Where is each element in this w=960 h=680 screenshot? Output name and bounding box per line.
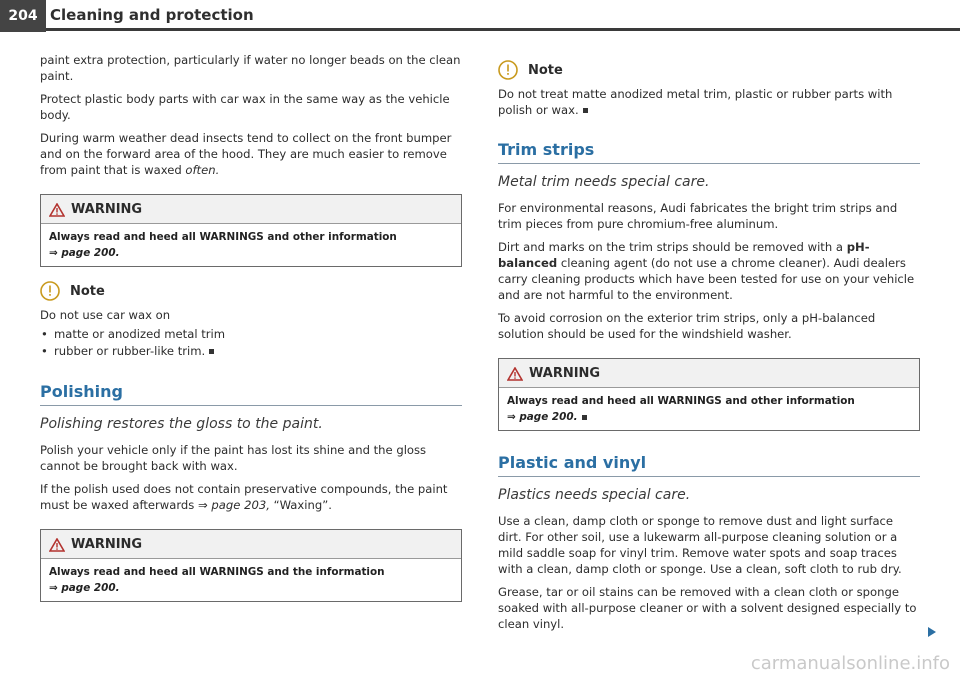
warning-triangle-icon bbox=[507, 367, 523, 381]
list-item: • matte or anodized metal trim bbox=[40, 326, 462, 343]
list-item: • rubber or rubber-like trim. bbox=[40, 343, 462, 360]
paragraph: Use a clean, damp cloth or sponge to remove dust and light surface dirt. For other soil, use a lukewarm all-purpose cleaning solution or a mild saddle soap for vinyl trim. Remove water spots and soap traces with a clean, damp cloth or sponge. Use a clean, soft cloth to rub dry. bbox=[498, 514, 902, 576]
page-reference-link[interactable]: ⇒ page 200. bbox=[49, 247, 120, 259]
warning-box bbox=[40, 529, 462, 602]
warning-title: WARNING bbox=[71, 537, 143, 552]
warning-triangle-icon bbox=[49, 203, 65, 217]
section-title-polishing: Polishing bbox=[40, 382, 462, 406]
paragraph: Grease, tar or oil stains can be removed with a clean cloth or sponge soaked with all-purpose cleaner or with a solvent designed especially to clean vinyl. bbox=[498, 585, 917, 631]
section-subtitle: Plastics needs special care. bbox=[498, 487, 691, 503]
warning-text: Always read and heed all WARNINGS and other information ⇒ page 200. bbox=[507, 395, 855, 423]
watermark: carmanualsonline.info bbox=[750, 653, 950, 674]
warning-title: WARNING bbox=[529, 366, 601, 381]
note-circle-icon bbox=[498, 60, 518, 80]
note-title: Note bbox=[528, 62, 563, 78]
warning-header bbox=[499, 359, 919, 388]
page-reference-link[interactable]: ⇒ page 200. bbox=[49, 582, 120, 594]
left-column bbox=[40, 52, 462, 614]
note-header bbox=[498, 60, 920, 80]
paragraph: Polish your vehicle only if the paint has lost its shine and the gloss cannot be brought back with wax. bbox=[40, 443, 427, 473]
section-title-plastic-vinyl: Plastic and vinyl bbox=[498, 453, 920, 477]
paragraph: For environmental reasons, Audi fabricates the bright trim strips and trim pieces from pure chromium-free aluminum. bbox=[498, 201, 898, 231]
note-title: Note bbox=[70, 283, 105, 299]
section-subtitle: Polishing restores the gloss to the paint. bbox=[40, 416, 323, 432]
paragraph: During warm weather dead insects tend to collect on the front bumper and on the forward area of the hood. They are much easier to remove from paint that is waxed often. bbox=[40, 131, 452, 177]
continue-arrow-icon bbox=[926, 626, 938, 638]
warning-title: WARNING bbox=[71, 202, 143, 217]
paragraph: Do not use car wax on bbox=[40, 308, 171, 322]
end-of-section-mark bbox=[582, 415, 587, 420]
paragraph: To avoid corrosion on the exterior trim strips, only a pH-balanced solution should be used for the windshield washer. bbox=[498, 311, 876, 341]
warning-text: Always read and heed all WARNINGS and the information ⇒ page 200. bbox=[49, 566, 385, 594]
warning-header bbox=[41, 195, 461, 224]
paragraph: paint extra protection, particularly if water no longer beads on the clean paint. bbox=[40, 53, 461, 83]
running-title: Cleaning and protection bbox=[50, 6, 254, 24]
bullet-list bbox=[40, 326, 462, 360]
warning-box bbox=[40, 194, 462, 267]
page-reference-link[interactable]: ⇒ page 200. bbox=[507, 411, 578, 423]
end-of-section-mark bbox=[583, 108, 588, 113]
warning-triangle-icon bbox=[49, 538, 65, 552]
note-circle-icon bbox=[40, 281, 60, 301]
note-header bbox=[40, 281, 462, 301]
paragraph: Do not treat matte anodized metal trim, plastic or rubber parts with polish or wax. bbox=[498, 87, 893, 117]
warning-header bbox=[41, 530, 461, 559]
paragraph: Protect plastic body parts with car wax in the same way as the vehicle body. bbox=[40, 92, 450, 122]
section-subtitle: Metal trim needs special care. bbox=[498, 174, 710, 190]
page-reference-link[interactable]: page 203, bbox=[211, 498, 270, 512]
paragraph: Dirt and marks on the trim strips should be removed with a pH-balanced cleaning agent (do not use a chrome cleaner). Audi dealers carry cleaning products which have been tested for use on your vehicle and are not harmful to the environment. bbox=[498, 240, 915, 302]
page-number: 204 bbox=[0, 0, 46, 32]
paragraph: If the polish used does not contain preservative compounds, the paint must be waxed afterwards ⇒ page 203, “Waxing”. bbox=[40, 482, 448, 512]
warning-box bbox=[498, 358, 920, 431]
right-column bbox=[498, 54, 920, 639]
end-of-section-mark bbox=[209, 349, 214, 354]
section-title-trim-strips: Trim strips bbox=[498, 140, 920, 164]
header-rule bbox=[46, 28, 960, 31]
warning-text: Always read and heed all WARNINGS and other information ⇒ page 200. bbox=[49, 231, 397, 259]
